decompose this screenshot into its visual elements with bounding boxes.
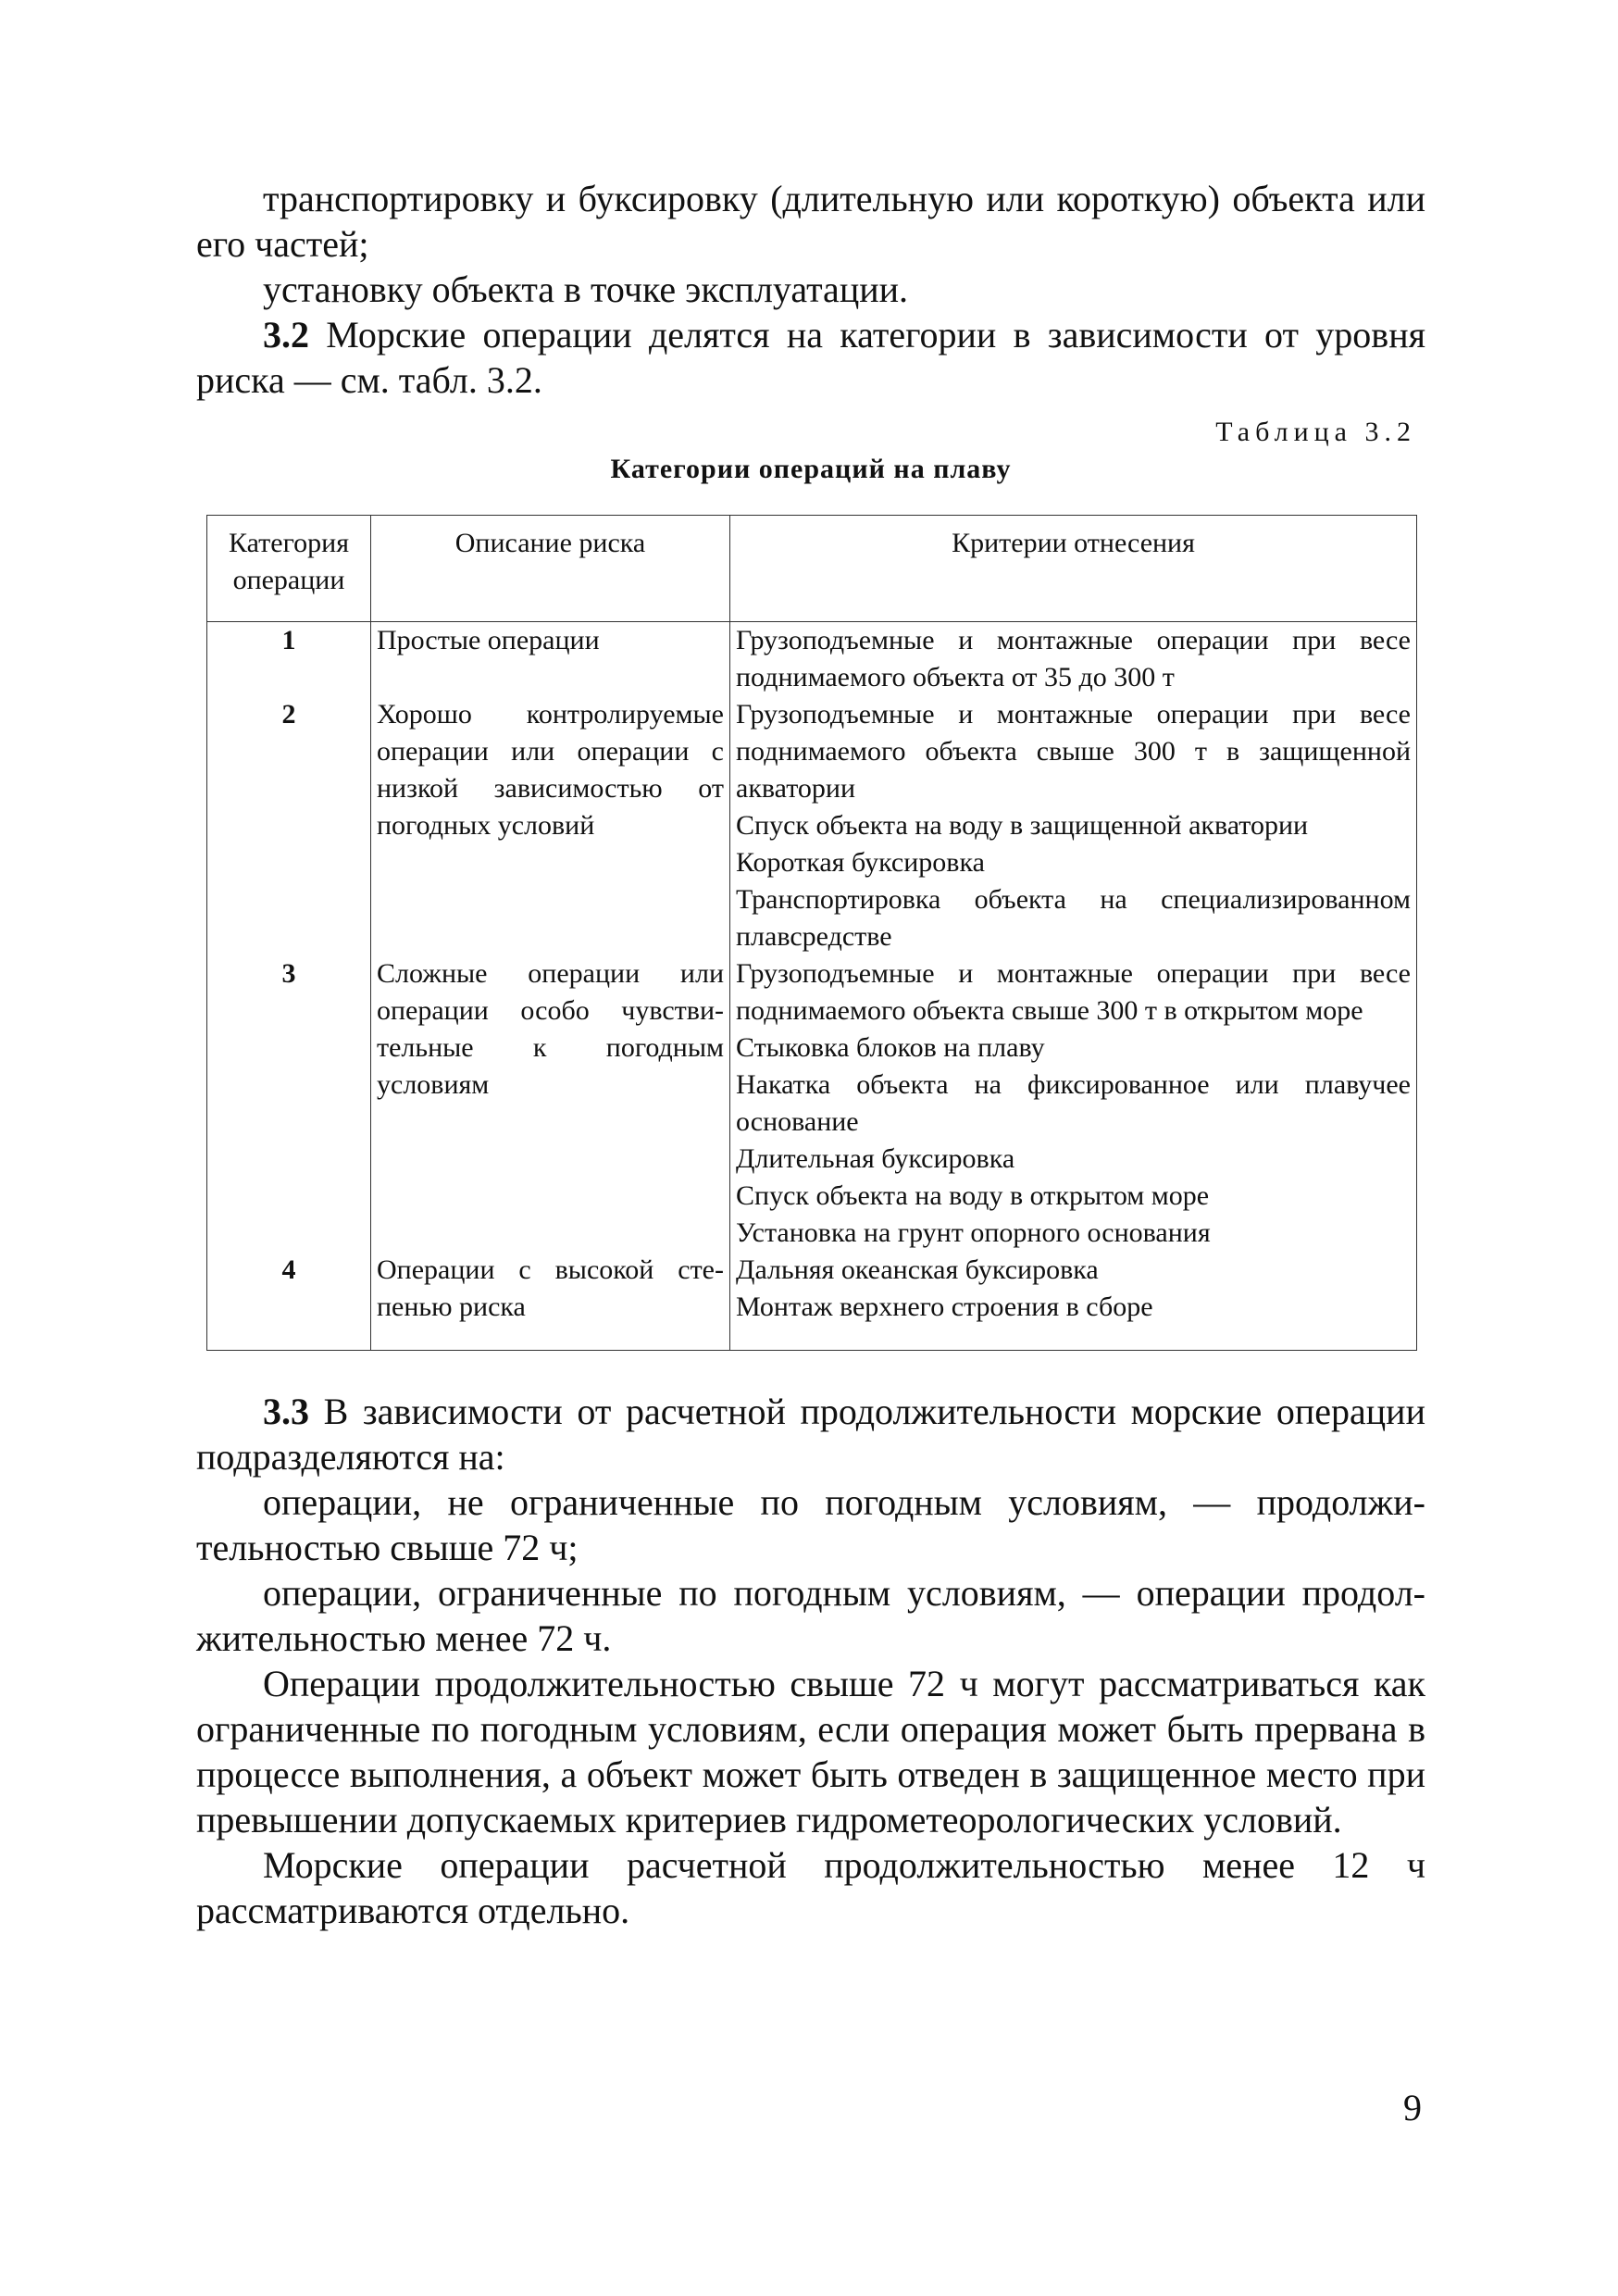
cell-category: 4 xyxy=(207,1252,371,1351)
criteria-item: Стыковка блоков на плаву xyxy=(736,1032,1045,1063)
cell-criteria xyxy=(730,622,1417,697)
criteria-item: Спуск объекта на воду в открытом море xyxy=(736,1180,1210,1211)
paragraph-limited-ops: операции, ограниченные по погодным условиям, — операции продол-жительностью менее 72 ч. xyxy=(196,1572,1425,1659)
cell-description: Сложные операции или операции особо чувстви-тельные к погодным условиям xyxy=(371,955,730,1252)
section-text: Морские операции делятся на категории в зависимости от уровня риска — см. табл. 3.2. xyxy=(196,314,1425,401)
header-description: Описание риска xyxy=(371,516,730,622)
table-row xyxy=(207,622,1417,697)
criteria-item: Короткая буксировка xyxy=(736,847,985,878)
header-category: Категория операции xyxy=(207,516,371,622)
cell-category: 1 xyxy=(207,622,371,697)
section-text: В зависимости от расчетной продолжительности морские операции подразделяются на: xyxy=(196,1391,1425,1478)
criteria-item: Грузоподъемные и монтажные операции при весе поднимаемого объекта свыше 300 т в защищенной акватории xyxy=(736,699,1411,804)
criteria-item: Спуск объекта на воду в защищенной акватории xyxy=(736,810,1309,841)
table-row xyxy=(207,696,1417,955)
section-number: 3.3 xyxy=(263,1391,309,1432)
header-criteria: Критерии отнесения xyxy=(730,516,1417,622)
paragraph-3-3 xyxy=(196,1389,1425,1479)
paragraph-long-ops: Операции продолжительностью свыше 72 ч могут рассматриваться как ограниченные по погодным условиям, если операция может быть прервана в процессе выполнения, а объект может быть отведен в защищенное место при превышении допускаемых критериев гидрометеорологических условий. xyxy=(196,1663,1425,1841)
criteria-item: Накатка объекта на фиксированное или плавучее основание xyxy=(736,1069,1411,1137)
criteria-item: Грузоподъемные и монтажные операции при весе поднимаемого объекта свыше 300 т в открытом море xyxy=(736,958,1411,1026)
operations-table xyxy=(206,515,1417,1351)
paragraph-unlimited-ops: операции, не ограниченные по погодным условиям, — продолжи-тельностью свыше 72 ч; xyxy=(196,1481,1425,1568)
paragraph-short-ops: Морские операции расчетной продолжительностью менее 12 ч рассматриваются отдельно. xyxy=(196,1844,1425,1931)
cell-criteria xyxy=(730,955,1417,1252)
criteria-item: Монтаж верхнего строения в сборе xyxy=(736,1292,1153,1322)
criteria-item: Установка на грунт опорного основания xyxy=(736,1217,1211,1248)
table-title: Категории операций на плаву xyxy=(610,454,1012,484)
criteria-item: Дальняя океанская буксировка xyxy=(736,1254,1099,1285)
page-number: 9 xyxy=(1403,2087,1422,2128)
paragraph-installation: установку объекта в точке эксплуатации. xyxy=(263,268,909,310)
paragraph-3-2 xyxy=(196,312,1425,403)
table-label: Таблица 3.2 xyxy=(1215,417,1416,447)
cell-category: 2 xyxy=(207,696,371,955)
table-row xyxy=(207,955,1417,1252)
section-number: 3.2 xyxy=(263,314,309,356)
table-header-row xyxy=(207,516,1417,622)
cell-description: Операции с высокой сте-пенью риска xyxy=(371,1252,730,1351)
cell-criteria xyxy=(730,1252,1417,1351)
criteria-item: Грузоподъемные и монтажные операции при весе поднимаемого объекта от 35 до 300 т xyxy=(736,625,1411,693)
table-row xyxy=(207,1252,1417,1351)
cell-description: Простые операции xyxy=(371,622,730,697)
table-body xyxy=(207,622,1417,1351)
cell-description: Хорошо контролируемые операции или операции с низкой зависимостью от погодных условий xyxy=(371,696,730,955)
criteria-item: Длительная буксировка xyxy=(736,1143,1015,1174)
cell-criteria xyxy=(730,696,1417,955)
criteria-item: Транспортировка объекта на специализированном плавсредстве xyxy=(736,884,1411,952)
cell-category: 3 xyxy=(207,955,371,1252)
paragraph-transport: транспортировку и буксировку (длительную или короткую) объекта или его частей; xyxy=(196,178,1425,265)
